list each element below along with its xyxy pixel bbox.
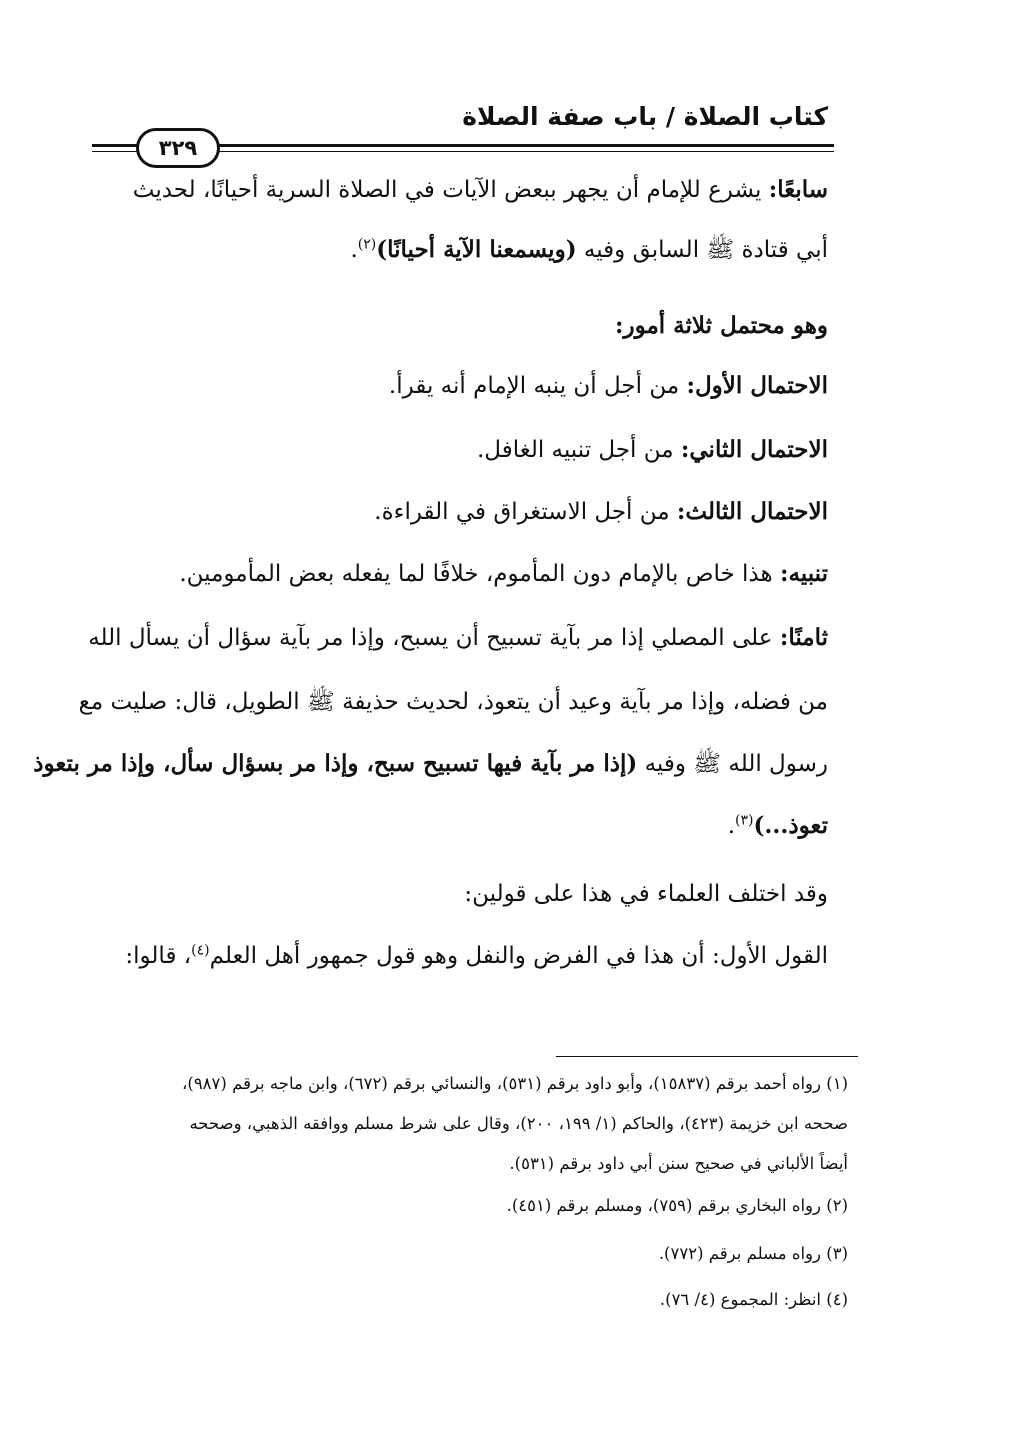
possibility-first: الاحتمال الأول: من أجل أن ينبه الإمام أنه يقرأ.: [388, 372, 828, 399]
first-opinion-line: القول الأول: أن هذا في الفرض والنفل وهو قول جمهور أهل العلم$^{(٤)}$، قالوا:: [125, 942, 828, 969]
footnote-2: (٢) رواه البخاري برقم (٧٥٩)، ومسلم برقم (٤٥١).: [506, 1196, 848, 1215]
paragraph-seventh-line-2: أبي قتادة ﷺ السابق وفيه (ويسمعنا الآية أحيانًا)$^{(٢)}$.: [350, 236, 828, 263]
possibility-second: الاحتمال الثاني: من أجل تنبيه الغافل.: [477, 436, 828, 463]
paragraph-seventh-line-1: سابعًا: يشرع للإمام أن يجهر ببعض الآيات في الصلاة السرية أحيانًا، لحديث: [132, 176, 828, 203]
note-line: تنبيه: هذا خاص بالإمام دون المأموم، خلافًا لما يفعله بعض المأمومين.: [179, 560, 828, 587]
footnote-1-line-1: (١) رواه أحمد برقم (١٥٨٣٧)، وأبو داود برقم (٥٣١)، والنسائي برقم (٦٧٢)، وابن ماجه برقم (٩٨٧)،: [182, 1074, 848, 1093]
running-header-title: كتاب الصلاة / باب صفة الصلاة: [462, 102, 828, 131]
footnote-3: (٣) رواه مسلم برقم (٧٧٢).: [658, 1244, 848, 1263]
scholars-differ-line: وقد اختلف العلماء في هذا على قولين:: [464, 881, 828, 907]
paragraph-eighth-line-3: رسول الله ﷺ وفيه (إذا مر بآية فيها تسبيح سبح، وإذا مر بسؤال سأل، وإذا مر بتعوذ: [33, 750, 828, 777]
possibility-third: الاحتمال الثالث: من أجل الاستغراق في القراءة.: [374, 498, 828, 525]
footnote-1-line-3: أيضاً الألباني في صحيح سنن أبي داود برقم (٥٣١).: [509, 1154, 848, 1173]
page-number: ٣٢٩: [136, 128, 220, 168]
footnote-4: (٤) انظر: المجموع (٤/ ٧٦).: [659, 1290, 848, 1309]
intro-three-matters: وهو محتمل ثلاثة أمور:: [614, 312, 828, 339]
footnote-rule: [556, 1056, 858, 1057]
footnote-1-line-2: صححه ابن خزيمة (٤٢٣)، والحاكم (١/ ١٩٩، ٢٠٠)، وقال على شرط مسلم ووافقه الذهبي، وصححه: [189, 1114, 848, 1133]
paragraph-eighth-line-2: من فضله، وإذا مر بآية وعيد أن يتعوذ، لحديث حذيفة ﷺ الطويل، قال: صليت مع: [78, 689, 828, 715]
paragraph-eighth-line-1: ثامنًا: على المصلي إذا مر بآية تسبيح أن يسبح، وإذا مر بآية سؤال أن يسأل الله: [88, 624, 828, 651]
paragraph-eighth-line-4: تعوذ...)$^{(٣)}$.: [727, 812, 828, 839]
